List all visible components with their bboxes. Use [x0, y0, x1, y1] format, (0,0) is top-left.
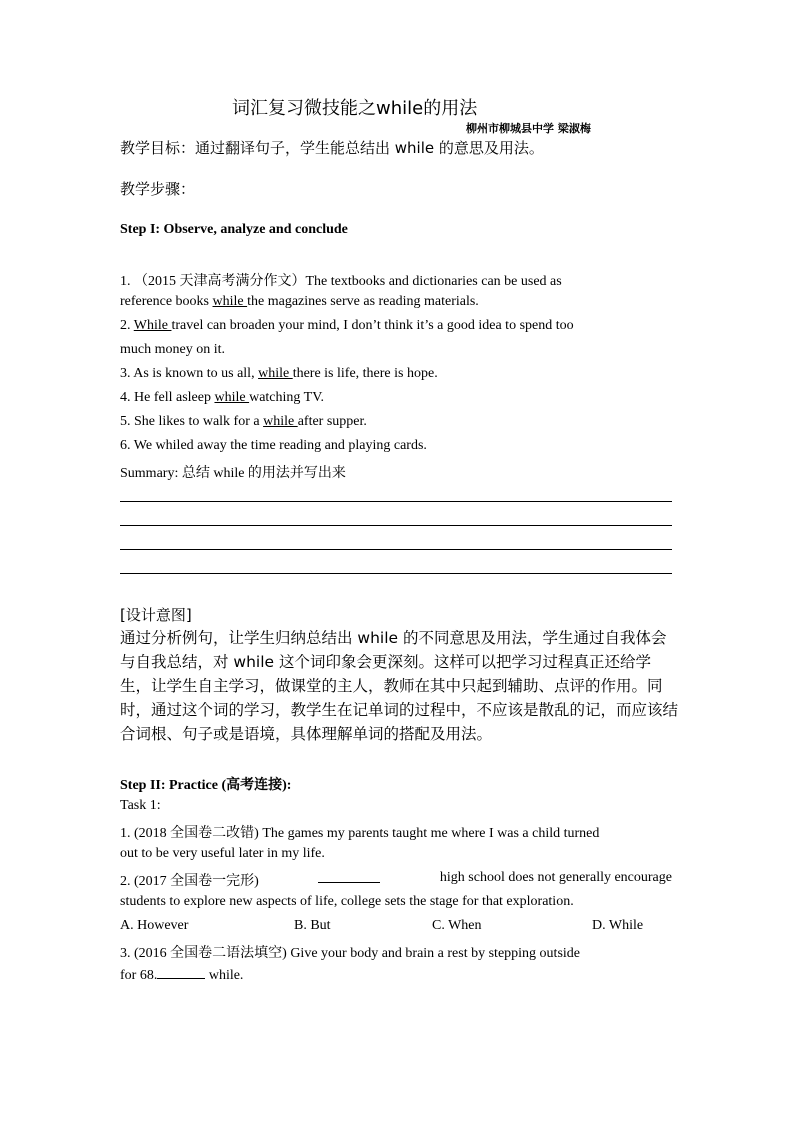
teaching-steps-label: 教学步骤：	[120, 180, 196, 198]
item2-text-b: travel can broaden your mind, I don’t think it’s a good idea to spend too	[171, 318, 574, 333]
q2-option-d: D. While	[592, 918, 644, 933]
answer-line-2	[120, 525, 672, 526]
q1-line2: out to be very useful later in my life.	[120, 846, 325, 861]
author-line: 柳州市柳城县中学 梁淑梅	[466, 122, 591, 135]
item3-text-b: there is life, there is hope.	[292, 366, 438, 381]
q2-line1	[120, 870, 672, 890]
design-intent-text: 通过分析例句，让学生归纳总结出 while 的不同意思及用法，学生通过自我体会与自我总结，对 while 这个词印象会更深刻。这样可以把学习过程真正还给学生，让学生自主学习，做课堂的主人，教师在其中只起到辅助、点评的作用。同时，通过这个词的学习，教学生在记单词的过程中，不应该是散乱的记，而应该结合词根、句子或是语境，具体理解单词的搭配及用法。	[120, 629, 679, 743]
q2-option-b: B. But	[294, 918, 331, 933]
q2-line2: students to explore new aspects of life, college sets the stage for that exploration.	[120, 894, 574, 909]
step1-item6: 6. We whiled away the time reading and playing cards.	[120, 438, 427, 453]
item1-text-a: reference books	[120, 294, 213, 309]
item4-while: while	[214, 390, 250, 405]
task1-label: Task 1:	[120, 798, 161, 813]
item5-text-b: after supper.	[297, 414, 367, 429]
page-title: 词汇复习微技能之while的用法	[232, 98, 478, 119]
step1-item2-line2: much money on it.	[120, 342, 225, 357]
item5-while: while	[263, 414, 298, 429]
q3-blank[interactable]	[157, 966, 205, 979]
q2-blank[interactable]	[318, 870, 380, 883]
step1-item3	[120, 366, 438, 382]
step1-item4	[120, 390, 324, 406]
teaching-objectives: 教学目标：通过翻译句子，学生能总结出 while 的意思及用法。	[120, 139, 544, 157]
item2-while: While	[133, 318, 172, 333]
item4-text-a: 4. He fell asleep	[120, 390, 215, 405]
item4-text-b: watching TV.	[249, 390, 324, 405]
q2-rest: high school does not generally encourage	[439, 870, 672, 885]
item3-while: while	[258, 366, 293, 381]
step1-item2-line1	[120, 318, 574, 334]
answer-line-4	[120, 573, 672, 574]
step1-item1-line1: 1. （2015 天津高考满分作文）The textbooks and dictionaries can be used as	[120, 274, 562, 289]
q3-text-a: for 68.	[120, 968, 158, 983]
q3-line2	[120, 966, 243, 984]
q3-line1: 3. (2016 全国卷二语法填空) Give your body and brain a rest by stepping outside	[120, 946, 580, 961]
design-intent-label: [设计意图]	[120, 606, 192, 624]
q2-option-a: A. However	[120, 918, 189, 933]
step1-item1-line2	[120, 294, 479, 310]
answer-line-1	[120, 501, 672, 502]
summary-prompt: Summary: 总结 while 的用法并写出来	[120, 466, 346, 481]
answer-line-3	[120, 549, 672, 550]
item3-text-a: 3. As is known to us all,	[120, 366, 259, 381]
q3-text-b: while.	[205, 968, 244, 983]
item1-while: while	[212, 294, 248, 309]
step1-heading: Step I: Observe, analyze and conclude	[120, 222, 348, 237]
step2-heading: Step II: Practice (高考连接):	[120, 778, 292, 793]
q2-option-c: C. When	[432, 918, 482, 933]
q2-prefix: 2. (2017 全国卷一完形)	[120, 874, 259, 889]
item1-text-b: the magazines serve as reading materials.	[247, 294, 479, 309]
q1-line1: 1. (2018 全国卷二改错) The games my parents taught me where I was a child turned	[120, 826, 600, 841]
item5-text-a: 5. She likes to walk for a	[120, 414, 264, 429]
item2-text-a: 2.	[120, 318, 134, 333]
step1-item5	[120, 414, 367, 430]
